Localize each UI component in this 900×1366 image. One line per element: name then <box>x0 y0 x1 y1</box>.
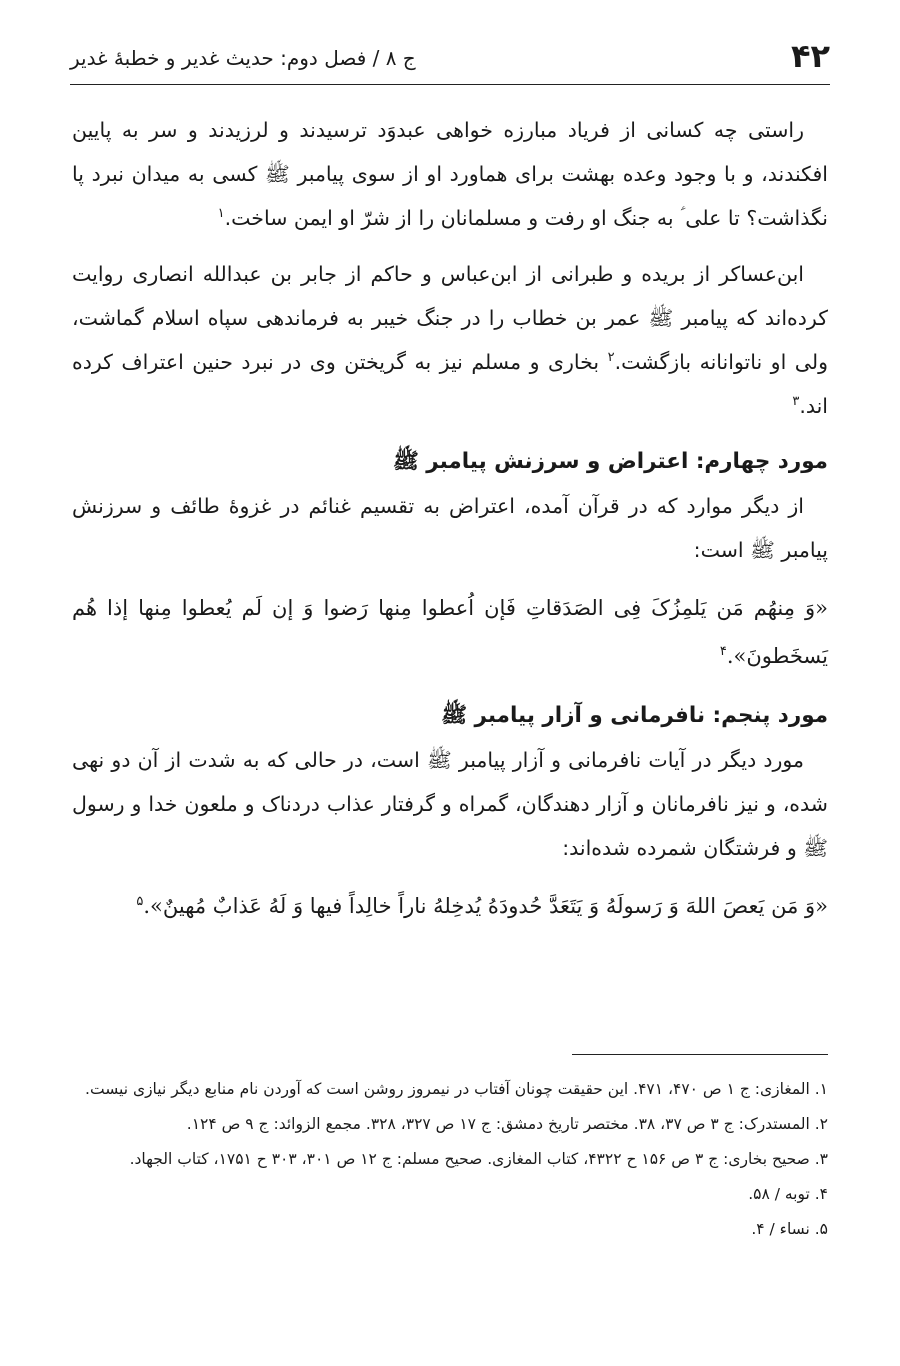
main-text <box>72 108 828 944</box>
footnotes <box>72 1072 828 1247</box>
section-heading-4: مورد چهارم: اعتراض و سرزنش پیامبر ﷺ <box>392 449 828 474</box>
running-title: ج ۸ / فصل دوم: حدیث غدیر و خطبهٔ غدیر <box>70 46 416 70</box>
section-heading-5: مورد پنجم: نافرمانی و آزار پیامبر ﷺ <box>441 703 828 728</box>
footnote-1: ۱. المغازی: ج ۱ ص ۴۷۰، ۴۷۱. این حقیقت چونان آفتاب در نیمروز روشن است که آوردن نام منابع دیگر نیازی نیست. <box>85 1080 828 1098</box>
page-header <box>70 36 830 85</box>
paragraph-1 <box>72 108 828 240</box>
footnote-ref-4: ۴ <box>719 644 727 659</box>
footnote-ref-5: ۵ <box>136 894 144 909</box>
footnote-divider <box>572 1054 828 1055</box>
footnote-2: ۲. المستدرک: ج ۳ ص ۳۷، ۳۸. مختصر تاریخ دمشق: ج ۱۷ ص ۳۲۷، ۳۲۸. مجمع الزوائد: ج ۹ ص ۱۲۴. <box>186 1115 828 1133</box>
quran-quote-1 <box>72 584 828 680</box>
quran-quote-2-text: «وَ مَن یَعصَ اللهَ وَ رَسولَهُ وَ یَتَعَدَّ حُدودَهُ یُدخِلهُ ناراً خالِداً فیها وَ لَهُ عَذابٌ مُهینٌ». <box>143 894 828 918</box>
paragraph-1-text: راستی چه کسانی از فریاد مبارزه خواهی عبدوَد ترسیدند و لرزیدند و سر به پایین افکندند، و با وجود وعده بهشت برای هماورد او از سوی پیامبر ﷺ کسی به میدان نبرد پا نگذاشت؟ تا علی ؑ به جنگ او رفت و مسلمانان را از شرّ او ایمن ساخت. <box>72 118 828 230</box>
paragraph-2-text-a: ابن‌عساکر از بریده و طبرانی از ابن‌عباس و حاکم از جابر بن عبدالله انصاری روایت کرده‌اند که پیامبر ﷺ عمر بن خطاب را در جنگ خیبر به فرماندهی سپاه اسلام گماشت، ولی او ناتوانانه بازگشت. <box>72 262 828 374</box>
footnote-ref-2: ۲ <box>607 350 615 366</box>
paragraph-4: مورد دیگر در آیات نافرمانی و آزار پیامبر ﷺ است، در حالی که به شدت از آن دو نهی شده، و نیز نافرمانان و آزار دهندگان، گمراه و گرفتار عذاب دردناک و ملعون خدا و رسول ﷺ و فرشتگان شمرده شده‌اند: <box>72 748 828 860</box>
footnote-3: ۳. صحیح بخاری: ج ۳ ص ۱۵۶ ح ۴۳۲۲، کتاب المغازی. صحیح مسلم: ج ۱۲ ص ۳۰۱، ۳۰۳ ح ۱۷۵۱، کتاب الجهاد. <box>129 1150 828 1168</box>
page-number: ۴۲ <box>790 37 830 75</box>
footnote-5: ۵. نساء / ۴. <box>751 1220 828 1238</box>
paragraph-3: از دیگر موارد که در قرآن آمده، اعتراض به تقسیم غنائم در غزوهٔ طائف و سرزنش پیامبر ﷺ است: <box>72 494 828 562</box>
paragraph-2 <box>72 252 828 428</box>
footnote-ref-1: ۱ <box>217 206 225 222</box>
footnote-4: ۴. توبه / ۵۸. <box>748 1185 828 1203</box>
footnote-ref-3: ۳ <box>792 394 800 410</box>
quran-quote-2 <box>72 882 828 930</box>
paragraph-2-text-b: بخاری و مسلم نیز به گریختن وی در نبرد حنین اعتراف کرده اند. <box>72 350 828 418</box>
quran-quote-1-text: «وَ مِنهُم مَن یَلمِزُکَ فِی الصَدَقاتِ فَإن اُعطوا مِنها رَضوا وَ إن لَم یُعطوا مِنها إذا هُم یَسخَطونَ». <box>72 596 828 668</box>
